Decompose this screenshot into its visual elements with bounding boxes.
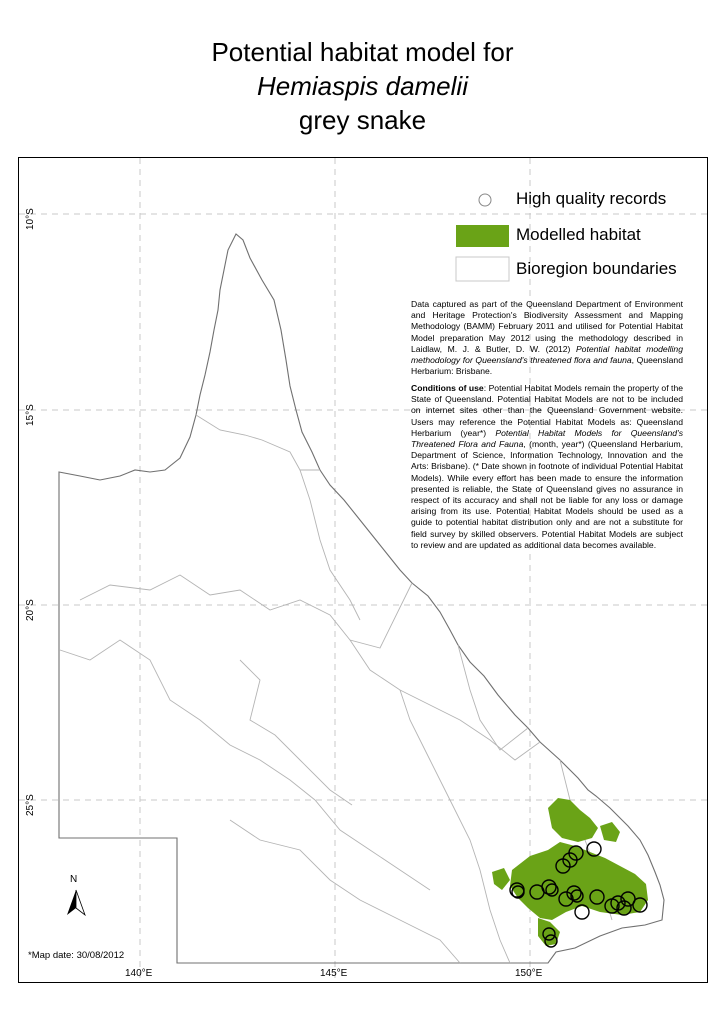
note-p1-text: Data captured as part of the Queensland Department of Environment and Heritage Protection's Biodiversity Assessment and Mapping Methodology (BAMM) February 2011 and utilised for Potential Habitat Model preparation May 2012 using the methodology described in Laidlaw, M. J. & Butler, D. W. (2012)	[411, 299, 683, 354]
conditions-of-use-note	[411, 383, 683, 551]
habitat-patch-ne	[600, 822, 620, 842]
habitat-patch-north	[548, 798, 598, 842]
lon-label-150: 150°E	[515, 968, 543, 979]
legend-symbols	[456, 194, 509, 281]
record-point	[575, 905, 589, 919]
conditions-text-a: : Potential Habitat Models remain the property of the State of Queensland. Potential Habitat Models are not to be included on internet sites other than the Queensland Government website. Users may reference the Potential Habitat Models as: Queensland Herbarium (year*)	[411, 383, 683, 438]
data-source-note	[411, 299, 683, 377]
lat-label-15: 15°S	[25, 404, 36, 426]
north-arrow-right	[76, 890, 85, 915]
habitat-patch-main	[510, 842, 648, 920]
north-label: N	[70, 874, 78, 885]
map-title-species: Hemiaspis damelii	[257, 71, 468, 101]
note-p1-citation: Potential habitat modelling methodology for Queensland's threatened flora and fauna	[411, 343, 683, 366]
map-title-line1: Potential habitat model for	[211, 37, 514, 67]
legend-records-label: High quality records	[516, 189, 667, 208]
legend-habitat-swatch	[456, 225, 509, 247]
legend-boundary-swatch	[456, 257, 509, 281]
lat-label-10: 10°S	[25, 208, 36, 230]
north-arrow-left	[67, 890, 76, 915]
map-title-common-name: grey snake	[298, 105, 427, 135]
lon-label-140: 140°E	[125, 968, 153, 979]
legend-habitat-label: Modelled habitat	[516, 225, 641, 244]
conditions-heading: Conditions of use	[411, 383, 484, 393]
lat-label-25: 25°S	[25, 794, 36, 816]
conditions-citation: Potential Habitat Models for Queensland's Threatened Flora and Fauna	[411, 427, 683, 450]
legend-record-symbol	[479, 194, 491, 206]
note-p1-publisher: , Queensland Herbarium: Brisbane.	[411, 355, 683, 377]
lat-label-20: 20°S	[25, 599, 36, 621]
north-arrow	[67, 890, 85, 915]
lon-label-145: 145°E	[320, 968, 348, 979]
modelled-habitat	[492, 798, 648, 946]
map-date: *Map date: 30/08/2012	[28, 950, 125, 961]
legend-boundaries-label: Bioregion boundaries	[516, 259, 677, 278]
conditions-text-b: , (month, year*) (Queensland Herbarium, Department of Science, Information Technology, Innovation and the Arts: Brisbane). (* Date shown in footnote of individual Potential Habitat Models). While every effort has been made to ensure the information presented is reliable, the State of Queensland gives no assurance in respect of its accuracy and shall not be liable for any loss or damage arising from its use. Potential Habitat Models should be used as a guide to potential habitat distribution only and are not a substitute for field survey by skilled observers. Potential Habitat Models are subject to review and are updated as additional data becomes available.	[411, 439, 683, 550]
habitat-patch-w	[492, 868, 510, 890]
